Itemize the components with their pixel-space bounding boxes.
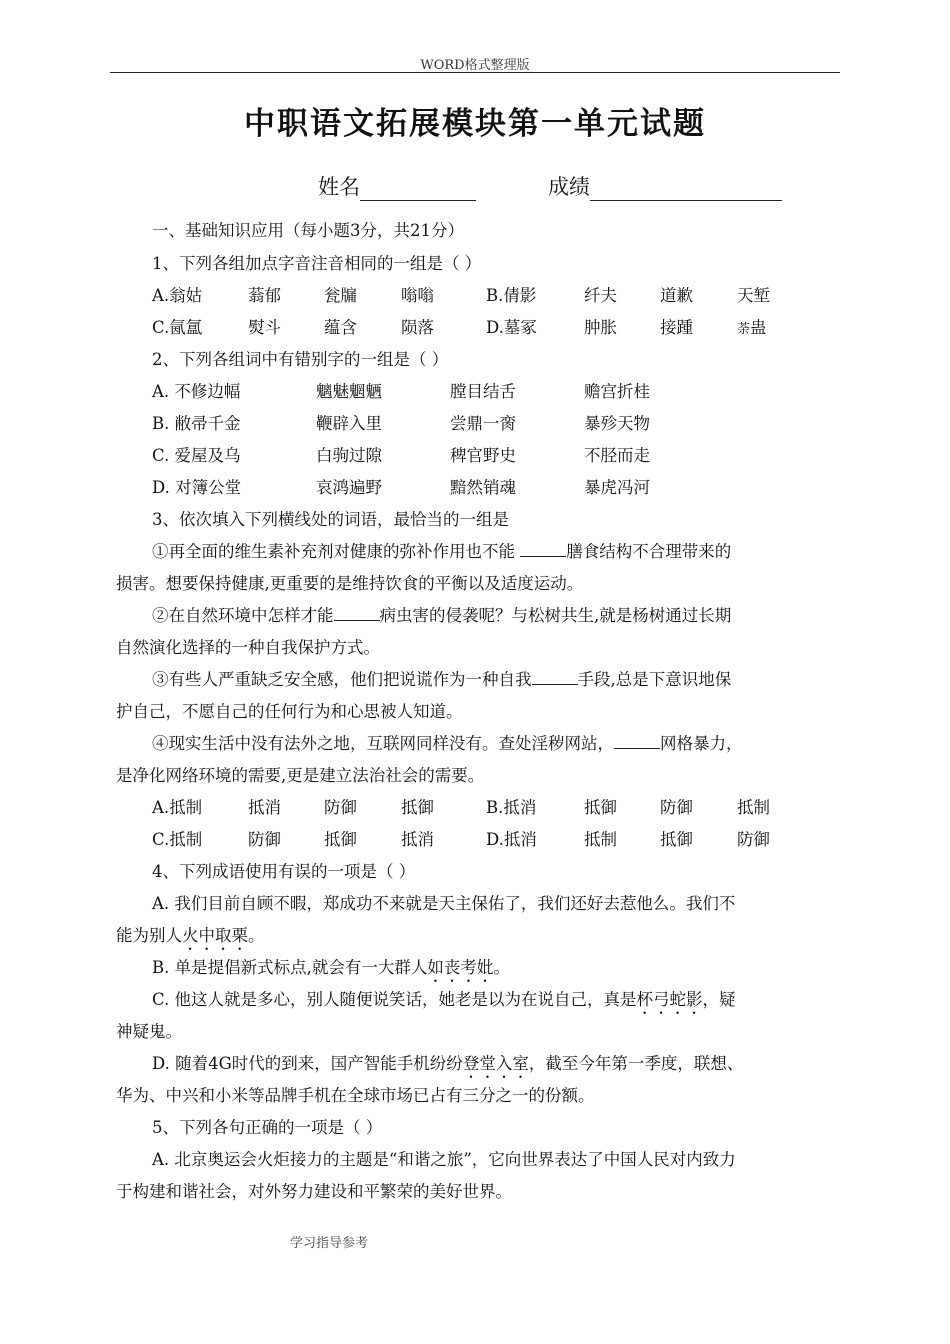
name-label: 姓名 <box>318 175 360 199</box>
dotted-idiom: 如丧考妣 <box>427 958 494 977</box>
idiom-cell: 尝鼎一脔 <box>450 414 516 433</box>
option-cell: 嗡嗡 <box>401 286 434 305</box>
dotted-idiom: 火中取栗 <box>182 926 248 945</box>
sentence-text: 病虫害的侵袭呢？与松树共生,就是杨树通过长期 <box>379 606 732 625</box>
sentence-text: ③有些人严重缺乏安全感，他们把说谎作为一种自我 <box>152 670 532 689</box>
q5-option-a-cont: 于构建和谐社会，对外努力建设和平繁荣的美好世界。 <box>116 1182 512 1201</box>
idiom-cell: 黯然销魂 <box>450 478 516 497</box>
option-cell: C.抵制 <box>152 830 203 849</box>
option-cell: 熨斗 <box>248 318 281 337</box>
sentence-text: 。 <box>248 926 265 945</box>
sentence-text: 网格暴力， <box>660 734 743 753</box>
option-cell: B.抵消 <box>486 798 537 817</box>
q3-sentence-4-cont: 是净化网络环境的需要,更是建立法治社会的需要。 <box>116 766 485 785</box>
idiom-cell: B. 敝帚千金 <box>152 414 241 433</box>
option-cell: 防御 <box>660 798 693 817</box>
idiom-cell: 哀鸿遍野 <box>316 478 382 497</box>
exam-title: 中职语文拓展模块第一单元试题 <box>244 106 706 142</box>
idiom-cell: 赡宫折桂 <box>584 382 650 401</box>
dotted-idiom: 登堂入室 <box>462 1054 529 1073</box>
fill-blank <box>532 670 578 685</box>
q5-option-a: A. 北京奥运会火炬接力的主题是“和谐之旅”，它向世界表达了中国人民对内致力 <box>152 1150 736 1169</box>
option-cell: 纤夫 <box>584 286 617 305</box>
q3-sentence-2-cont: 自然演化选择的一种自我保护方式。 <box>116 638 380 657</box>
sentence-text: 手段,总是下意识地保 <box>577 670 732 689</box>
sentence-text: 能为别人 <box>116 926 182 945</box>
sentence-text: ②在自然环境中怎样才能 <box>152 606 334 625</box>
page-header: WORD格式整理版 <box>420 58 530 73</box>
option-cell: D.墓冢 <box>486 318 537 337</box>
q2-stem: 2、下列各组词中有错别字的一组是（ ） <box>152 350 449 369</box>
section-heading: 一、基础知识应用（每小题3分，共21分） <box>152 221 464 240</box>
idiom-cell: D. 对簿公堂 <box>152 478 242 497</box>
q3-sentence-2 <box>152 602 731 626</box>
sentence-text: B. 单是提倡新式标点,就会有一大群人 <box>152 958 428 977</box>
header-rule <box>110 72 840 73</box>
q4-option-d <box>152 1050 743 1082</box>
q4-option-c <box>152 986 736 1018</box>
idiom-cell: 不胫而走 <box>584 446 650 465</box>
name-field <box>318 170 476 201</box>
idiom-cell: 稗官野史 <box>450 446 516 465</box>
q4-option-d-cont: 华为、中兴和小米等品牌手机在全球市场已占有三分之一的份额。 <box>116 1086 595 1105</box>
fill-blank <box>520 542 566 557</box>
idiom-cell: 魑魅魍魉 <box>316 382 382 401</box>
option-cell: 抵御 <box>401 798 434 817</box>
sentence-text: ④现实生活中没有法外之地，互联网同样没有。查处淫秽网站， <box>152 734 614 753</box>
fill-blank <box>334 606 380 621</box>
option-cell: A.翁姑 <box>152 286 203 305</box>
option-cell: 抵御 <box>660 830 693 849</box>
option-cell: 蕴含 <box>324 318 357 337</box>
option-cell: 防御 <box>737 830 770 849</box>
sentence-text: ，疑 <box>702 990 736 1009</box>
q3-sentence-1-cont: 损害。想要保持健康,更重要的是维持饮食的平衡以及适度运动。 <box>116 574 584 593</box>
idiom-cell: 暴殄天物 <box>584 414 650 433</box>
q3-stem: 3、依次填入下列横线处的词语，最恰当的一组是 <box>152 510 509 529</box>
option-cell: 瓮牖 <box>324 286 357 305</box>
option-cell: 接踵 <box>660 318 693 337</box>
option-cell: 抵消 <box>248 798 281 817</box>
sentence-text: C. 他这人就是多心，别人随便说笑话，她老是以为在说自己，真是 <box>152 990 637 1009</box>
sentence-text: ①再全面的维生素补充剂对健康的弥补作用也不能 <box>152 542 521 561</box>
sentence-text: 膳食结构不合理带来的 <box>566 542 732 561</box>
option-cell: 道歉 <box>660 286 693 305</box>
option-cell: 抵御 <box>584 798 617 817</box>
q3-sentence-4 <box>152 730 743 754</box>
option-cell-last <box>737 314 767 338</box>
sentence-text: D. 随着4G时代的到来，国产智能手机纷纷 <box>152 1054 463 1073</box>
option-cell: B.倩影 <box>486 286 537 305</box>
idiom-cell: C. 爱屋及乌 <box>152 446 241 465</box>
q4-option-b <box>152 954 510 986</box>
name-blank <box>360 170 476 201</box>
q3-sentence-3 <box>152 666 731 690</box>
sentence-text: 。 <box>493 958 510 977</box>
idiom-cell: 白驹过隙 <box>316 446 382 465</box>
score-label: 成绩 <box>548 175 590 199</box>
option-cell: 天堑 <box>737 286 770 305</box>
option-cell: 抵制 <box>584 830 617 849</box>
q4-option-a-cont <box>116 922 265 954</box>
option-cell: A.抵制 <box>152 798 203 817</box>
option-cell: 蓊郁 <box>248 286 281 305</box>
q4-option-a: A. 我们目前自顾不暇，郑成功不来就是天主保佑了，我们还好去惹他么。我们不 <box>152 894 736 913</box>
sentence-text: ，截至今年第一季度，联想、 <box>528 1054 744 1073</box>
q3-sentence-1 <box>152 538 731 562</box>
option-char: 蛊 <box>750 318 767 337</box>
option-cell: 抵御 <box>324 830 357 849</box>
option-cell: D.抵消 <box>486 830 537 849</box>
fill-blank <box>614 734 660 749</box>
q1-stem: 1、下列各组加点字音注音相同的一组是（ ） <box>152 254 482 273</box>
idiom-cell: 膛目结舌 <box>450 382 516 401</box>
dotted-idiom: 杯弓蛇影 <box>636 990 703 1009</box>
score-blank <box>590 170 782 201</box>
option-cell: 防御 <box>248 830 281 849</box>
page-footer: 学习指导参考 <box>290 1236 369 1251</box>
idiom-cell: A. 不修边幅 <box>152 382 241 401</box>
option-cell: 肿胀 <box>584 318 617 337</box>
q5-stem: 5、下列各句正确的一项是（ ） <box>152 1118 383 1137</box>
option-small-char: 荼 <box>737 322 751 337</box>
q4-stem: 4、下列成语使用有误的一项是（ ） <box>152 862 416 881</box>
option-cell: 陨落 <box>401 318 434 337</box>
option-cell: 抵消 <box>401 830 434 849</box>
score-field <box>548 170 782 201</box>
q4-option-c-cont: 神疑鬼。 <box>116 1022 182 1041</box>
option-cell: C.氤氲 <box>152 318 203 337</box>
idiom-cell: 暴虎冯河 <box>584 478 650 497</box>
option-cell: 防御 <box>324 798 357 817</box>
q3-sentence-3-cont: 护自己，不愿自己的任何行为和心思被人知道。 <box>116 702 463 721</box>
option-cell: 抵制 <box>737 798 770 817</box>
idiom-cell: 鞭辟入里 <box>316 414 382 433</box>
